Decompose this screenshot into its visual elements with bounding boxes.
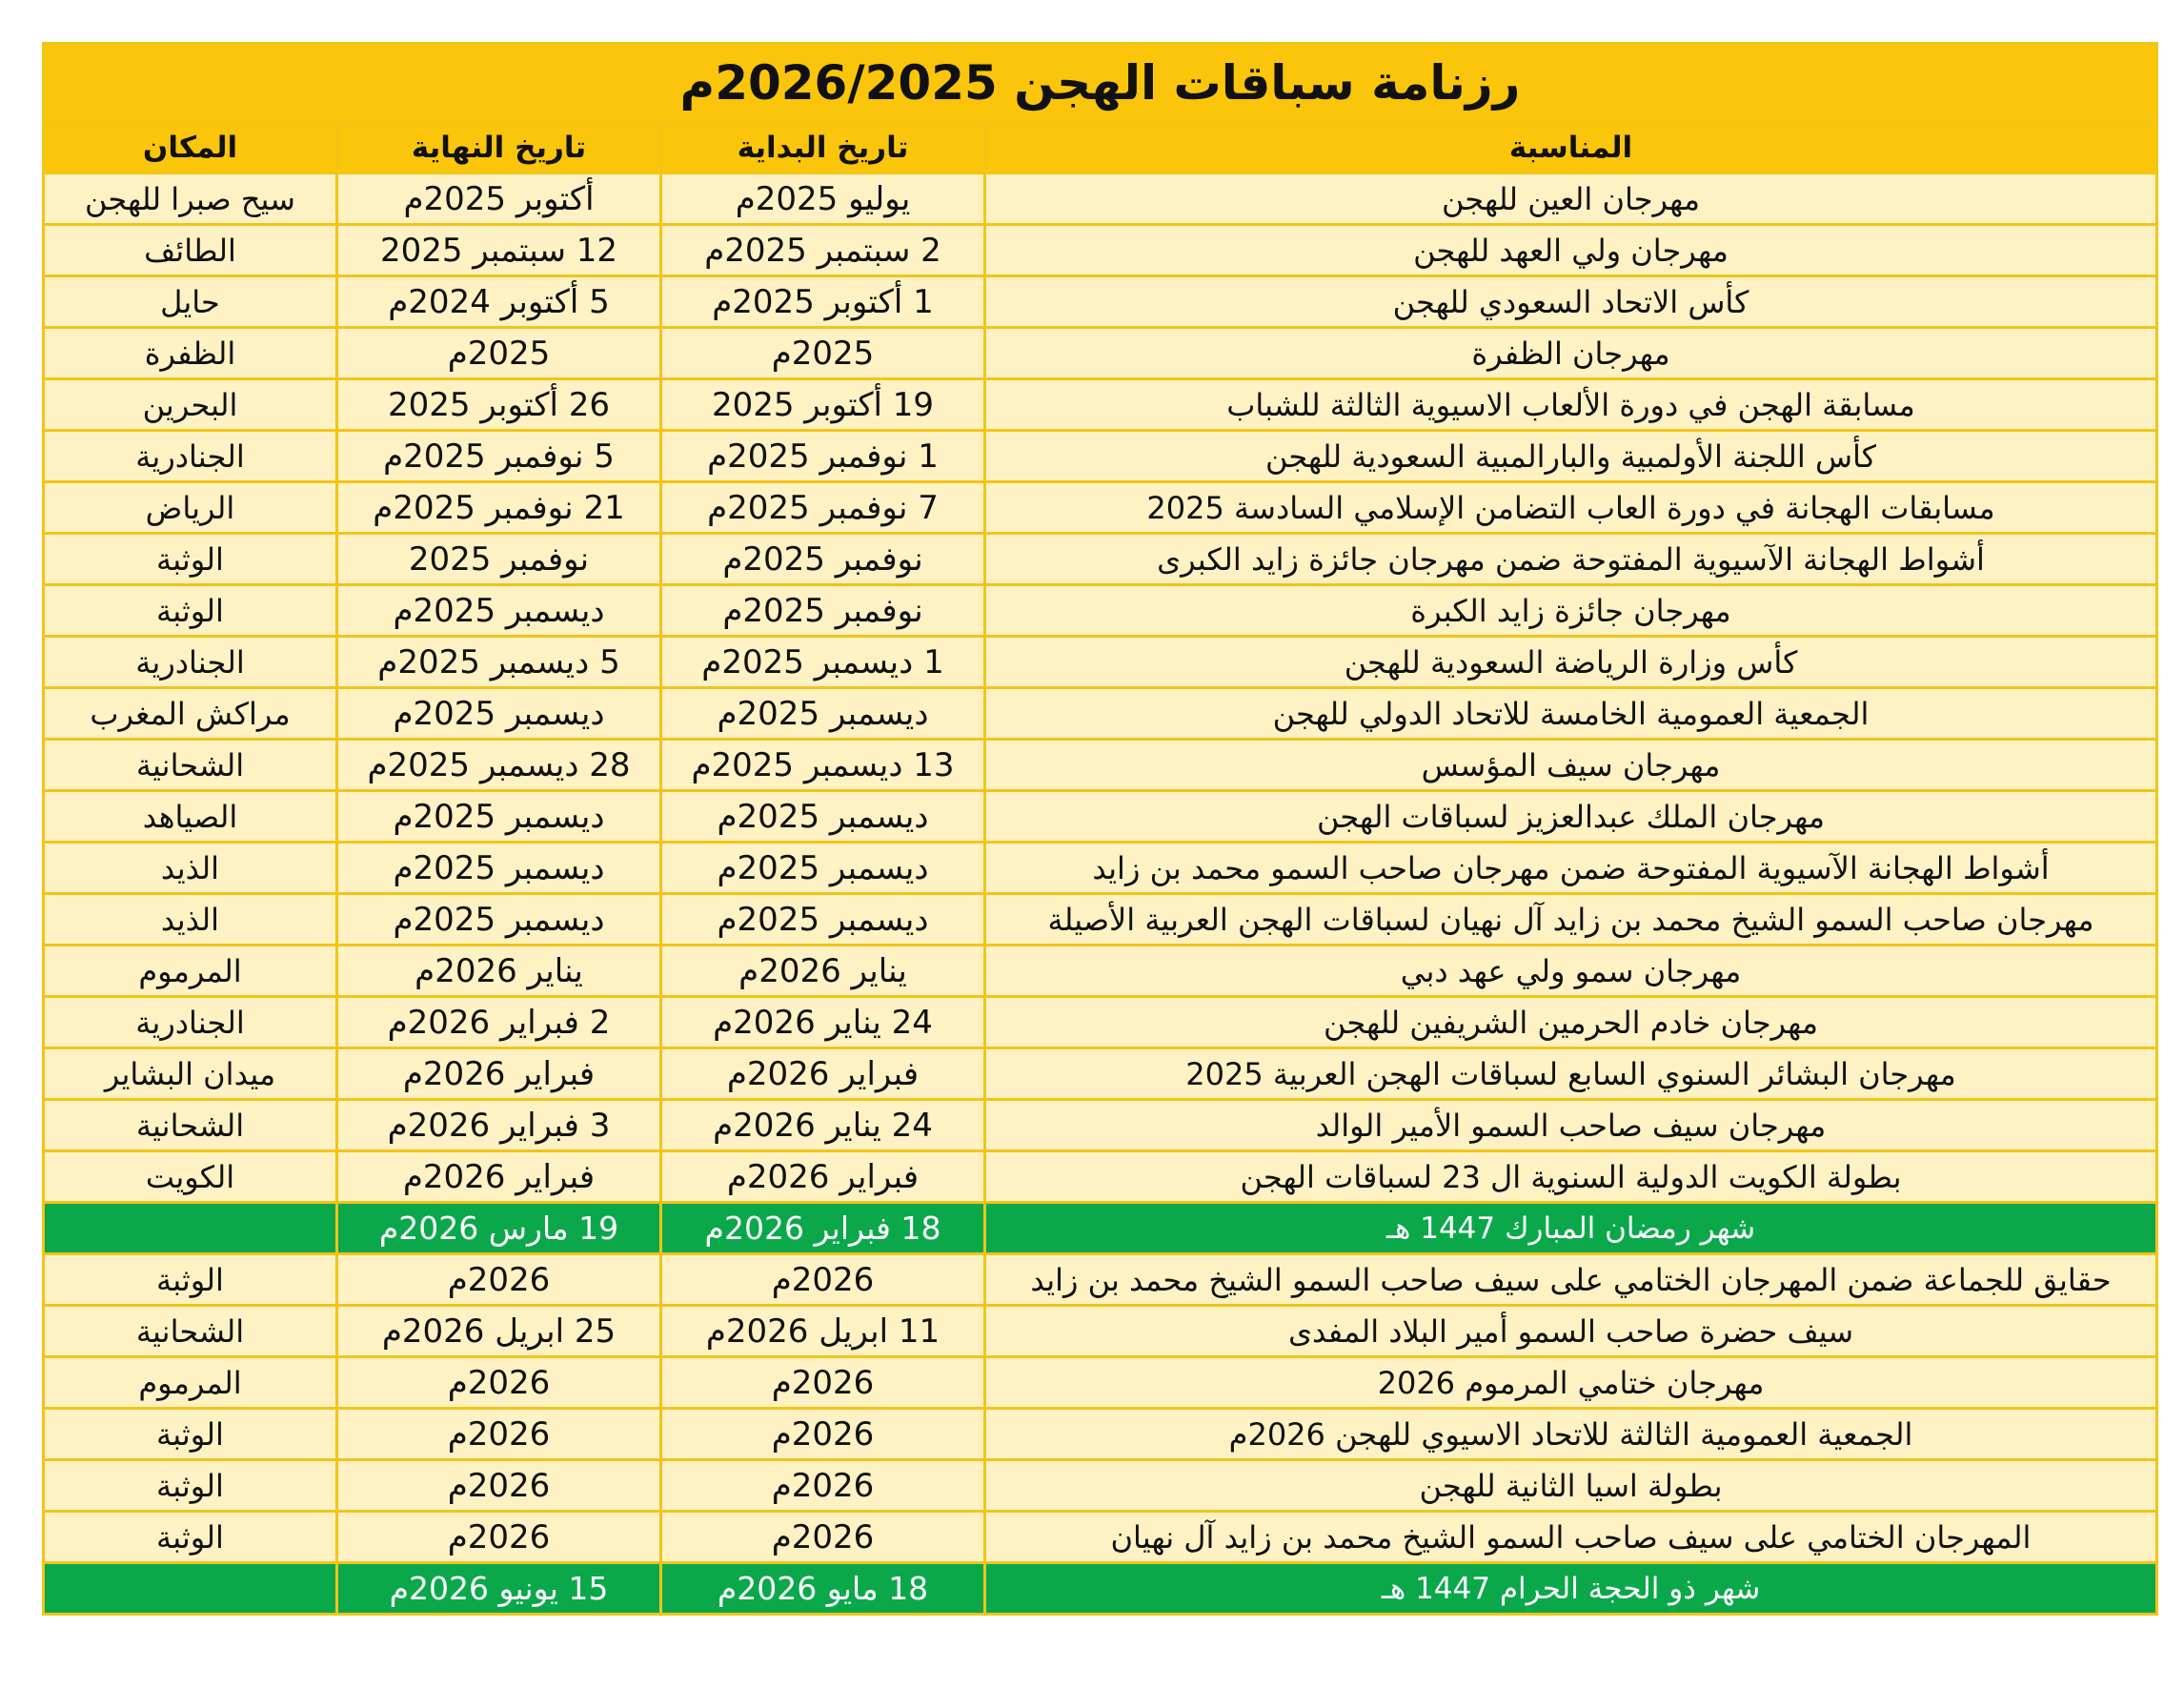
event-cell: كأس وزارة الرياضة السعودية للهجن — [985, 637, 2157, 688]
table-row — [44, 585, 2157, 637]
end-date-cell: 5 نوفمبر 2025م — [337, 431, 661, 482]
event-cell: مهرجان سيف صاحب السمو الأمير الوالد — [985, 1100, 2157, 1151]
start-date-cell: ديسمبر 2025م — [661, 843, 985, 894]
table-row — [44, 1306, 2157, 1357]
table-row — [44, 1460, 2157, 1512]
start-date-cell: 2026م — [661, 1409, 985, 1460]
start-date-cell: 2026م — [661, 1512, 985, 1563]
start-date-cell: يوليو 2025م — [661, 173, 985, 225]
calendar-title: رزنامة سباقات الهجن 2026/2025م — [44, 44, 2157, 123]
header-start-date: تاريخ البداية — [661, 123, 985, 173]
event-cell: مهرجان صاحب السمو الشيخ محمد بن زايد آل نهيان لسباقات الهجن العربية الأصيلة — [985, 894, 2157, 946]
event-cell: الجمعية العمومية الثالثة للاتحاد الاسيوي للهجن 2026م — [985, 1409, 2157, 1460]
start-date-cell: ديسمبر 2025م — [661, 791, 985, 843]
month-marker-row — [44, 1563, 2157, 1615]
end-date-cell: 2025م — [337, 328, 661, 379]
table-row — [44, 946, 2157, 997]
place-cell: الظفرة — [44, 328, 337, 379]
race-calendar-sheet — [42, 42, 2155, 1616]
end-date-cell: فبراير 2026م — [337, 1151, 661, 1203]
start-date-cell: 24 يناير 2026م — [661, 1100, 985, 1151]
end-date-cell: ديسمبر 2025م — [337, 688, 661, 740]
place-cell: الوثبة — [44, 534, 337, 585]
event-cell: مهرجان الظفرة — [985, 328, 2157, 379]
start-date-cell: 1 ديسمبر 2025م — [661, 637, 985, 688]
start-date-cell: 24 يناير 2026م — [661, 997, 985, 1048]
table-row — [44, 482, 2157, 534]
place-cell: الذيد — [44, 843, 337, 894]
start-date-cell: 2026م — [661, 1357, 985, 1409]
end-date-cell: 2026م — [337, 1357, 661, 1409]
place-cell: مراكش المغرب — [44, 688, 337, 740]
place-cell: الكويت — [44, 1151, 337, 1203]
event-cell: مهرجان ولي العهد للهجن — [985, 225, 2157, 276]
end-date-cell: 12 سبتمبر 2025 — [337, 225, 661, 276]
header-place: المكان — [44, 123, 337, 173]
table-row — [44, 637, 2157, 688]
place-cell: الجنادرية — [44, 997, 337, 1048]
table-row — [44, 1254, 2157, 1306]
place-cell: حايل — [44, 276, 337, 328]
event-cell: مهرجان الملك عبدالعزيز لسباقات الهجن — [985, 791, 2157, 843]
start-date-cell: فبراير 2026م — [661, 1048, 985, 1100]
table-row — [44, 1048, 2157, 1100]
start-date-cell: 18 فبراير 2026م — [661, 1203, 985, 1254]
end-date-cell: 25 ابريل 2026م — [337, 1306, 661, 1357]
end-date-cell: 2026م — [337, 1460, 661, 1512]
table-row — [44, 534, 2157, 585]
place-cell — [44, 1203, 337, 1254]
event-cell: مسابقة الهجن في دورة الألعاب الاسيوية الثالثة للشباب — [985, 379, 2157, 431]
end-date-cell: ديسمبر 2025م — [337, 894, 661, 946]
place-cell: ميدان البشاير — [44, 1048, 337, 1100]
calendar-body — [44, 173, 2157, 1615]
place-cell: الوثبة — [44, 1409, 337, 1460]
end-date-cell: 2026م — [337, 1254, 661, 1306]
table-row — [44, 894, 2157, 946]
table-row — [44, 688, 2157, 740]
header-row — [44, 123, 2157, 173]
start-date-cell: 18 مايو 2026م — [661, 1563, 985, 1615]
table-row — [44, 431, 2157, 482]
end-date-cell: نوفمبر 2025 — [337, 534, 661, 585]
end-date-cell: 3 فبراير 2026م — [337, 1100, 661, 1151]
end-date-cell: 19 مارس 2026م — [337, 1203, 661, 1254]
event-cell: مهرجان ختامي المرموم 2026 — [985, 1357, 2157, 1409]
place-cell: المرموم — [44, 1357, 337, 1409]
start-date-cell: 19 أكتوبر 2025 — [661, 379, 985, 431]
event-cell: المهرجان الختامي على سيف صاحب السمو الشيخ محمد بن زايد آل نهيان — [985, 1512, 2157, 1563]
place-cell: البحرين — [44, 379, 337, 431]
place-cell — [44, 1563, 337, 1615]
event-cell: مهرجان خادم الحرمين الشريفين للهجن — [985, 997, 2157, 1048]
table-row — [44, 843, 2157, 894]
end-date-cell: 26 أكتوبر 2025 — [337, 379, 661, 431]
end-date-cell: يناير 2026م — [337, 946, 661, 997]
event-cell: كأس اللجنة الأولمبية والبارالمبية السعودية للهجن — [985, 431, 2157, 482]
end-date-cell: 5 أكتوبر 2024م — [337, 276, 661, 328]
end-date-cell: 2026م — [337, 1512, 661, 1563]
place-cell: الذيد — [44, 894, 337, 946]
place-cell: الطائف — [44, 225, 337, 276]
event-cell: مسابقات الهجانة في دورة العاب التضامن الإسلامي السادسة 2025 — [985, 482, 2157, 534]
table-row — [44, 173, 2157, 225]
event-cell: بطولة الكويت الدولية السنوية ال 23 لسباقات الهجن — [985, 1151, 2157, 1203]
end-date-cell: ديسمبر 2025م — [337, 843, 661, 894]
place-cell: الجنادرية — [44, 637, 337, 688]
start-date-cell: ديسمبر 2025م — [661, 688, 985, 740]
table-row — [44, 740, 2157, 791]
place-cell: الوثبة — [44, 585, 337, 637]
start-date-cell: ديسمبر 2025م — [661, 894, 985, 946]
table-row — [44, 1100, 2157, 1151]
place-cell: الوثبة — [44, 1254, 337, 1306]
table-row — [44, 1512, 2157, 1563]
place-cell: الرياض — [44, 482, 337, 534]
event-cell: أشواط الهجانة الآسيوية المفتوحة ضمن مهرجان صاحب السمو محمد بن زايد — [985, 843, 2157, 894]
table-row — [44, 1357, 2157, 1409]
event-cell: سيف حضرة صاحب السمو أمير البلاد المفدى — [985, 1306, 2157, 1357]
month-marker-row — [44, 1203, 2157, 1254]
event-cell: حقايق للجماعة ضمن المهرجان الختامي على سيف صاحب السمو الشيخ محمد بن زايد — [985, 1254, 2157, 1306]
start-date-cell: 2 سبتمبر 2025م — [661, 225, 985, 276]
table-row — [44, 328, 2157, 379]
place-cell: سيح صبرا للهجن — [44, 173, 337, 225]
event-cell: أشواط الهجانة الآسيوية المفتوحة ضمن مهرجان جائزة زايد الكبرى — [985, 534, 2157, 585]
event-cell: مهرجان سيف المؤسس — [985, 740, 2157, 791]
end-date-cell: 28 ديسمبر 2025م — [337, 740, 661, 791]
place-cell: الشحانية — [44, 1100, 337, 1151]
event-cell: شهر ذو الحجة الحرام 1447 هـ — [985, 1563, 2157, 1615]
end-date-cell: 5 ديسمبر 2025م — [337, 637, 661, 688]
start-date-cell: فبراير 2026م — [661, 1151, 985, 1203]
start-date-cell: نوفمبر 2025م — [661, 534, 985, 585]
end-date-cell: 15 يونيو 2026م — [337, 1563, 661, 1615]
start-date-cell: 11 ابريل 2026م — [661, 1306, 985, 1357]
table-row — [44, 1409, 2157, 1460]
event-cell: شهر رمضان المبارك 1447 هـ — [985, 1203, 2157, 1254]
place-cell: الوثبة — [44, 1512, 337, 1563]
event-cell: كأس الاتحاد السعودي للهجن — [985, 276, 2157, 328]
place-cell: المرموم — [44, 946, 337, 997]
event-cell: مهرجان البشائر السنوي السابع لسباقات الهجن العربية 2025 — [985, 1048, 2157, 1100]
event-cell: الجمعية العمومية الخامسة للاتحاد الدولي للهجن — [985, 688, 2157, 740]
header-event: المناسبة — [985, 123, 2157, 173]
place-cell: الوثبة — [44, 1460, 337, 1512]
event-cell: بطولة اسيا الثانية للهجن — [985, 1460, 2157, 1512]
start-date-cell: 2026م — [661, 1254, 985, 1306]
end-date-cell: ديسمبر 2025م — [337, 585, 661, 637]
event-cell: مهرجان العين للهجن — [985, 173, 2157, 225]
start-date-cell: يناير 2026م — [661, 946, 985, 997]
table-row — [44, 791, 2157, 843]
header-end-date: تاريخ النهاية — [337, 123, 661, 173]
table-row — [44, 276, 2157, 328]
start-date-cell: 2026م — [661, 1460, 985, 1512]
start-date-cell: 2025م — [661, 328, 985, 379]
end-date-cell: 2026م — [337, 1409, 661, 1460]
place-cell: الشحانية — [44, 740, 337, 791]
event-cell: مهرجان جائزة زايد الكبرة — [985, 585, 2157, 637]
calendar-table — [42, 42, 2158, 1616]
start-date-cell: 13 ديسمبر 2025م — [661, 740, 985, 791]
start-date-cell: 1 أكتوبر 2025م — [661, 276, 985, 328]
start-date-cell: 7 نوفمبر 2025م — [661, 482, 985, 534]
table-row — [44, 379, 2157, 431]
end-date-cell: 2 فبراير 2026م — [337, 997, 661, 1048]
end-date-cell: ديسمبر 2025م — [337, 791, 661, 843]
end-date-cell: أكتوبر 2025م — [337, 173, 661, 225]
place-cell: الصياهد — [44, 791, 337, 843]
table-row — [44, 1151, 2157, 1203]
table-row — [44, 225, 2157, 276]
place-cell: الجنادرية — [44, 431, 337, 482]
place-cell: الشحانية — [44, 1306, 337, 1357]
end-date-cell: فبراير 2026م — [337, 1048, 661, 1100]
start-date-cell: نوفمبر 2025م — [661, 585, 985, 637]
end-date-cell: 21 نوفمبر 2025م — [337, 482, 661, 534]
event-cell: مهرجان سمو ولي عهد دبي — [985, 946, 2157, 997]
start-date-cell: 1 نوفمبر 2025م — [661, 431, 985, 482]
table-row — [44, 997, 2157, 1048]
